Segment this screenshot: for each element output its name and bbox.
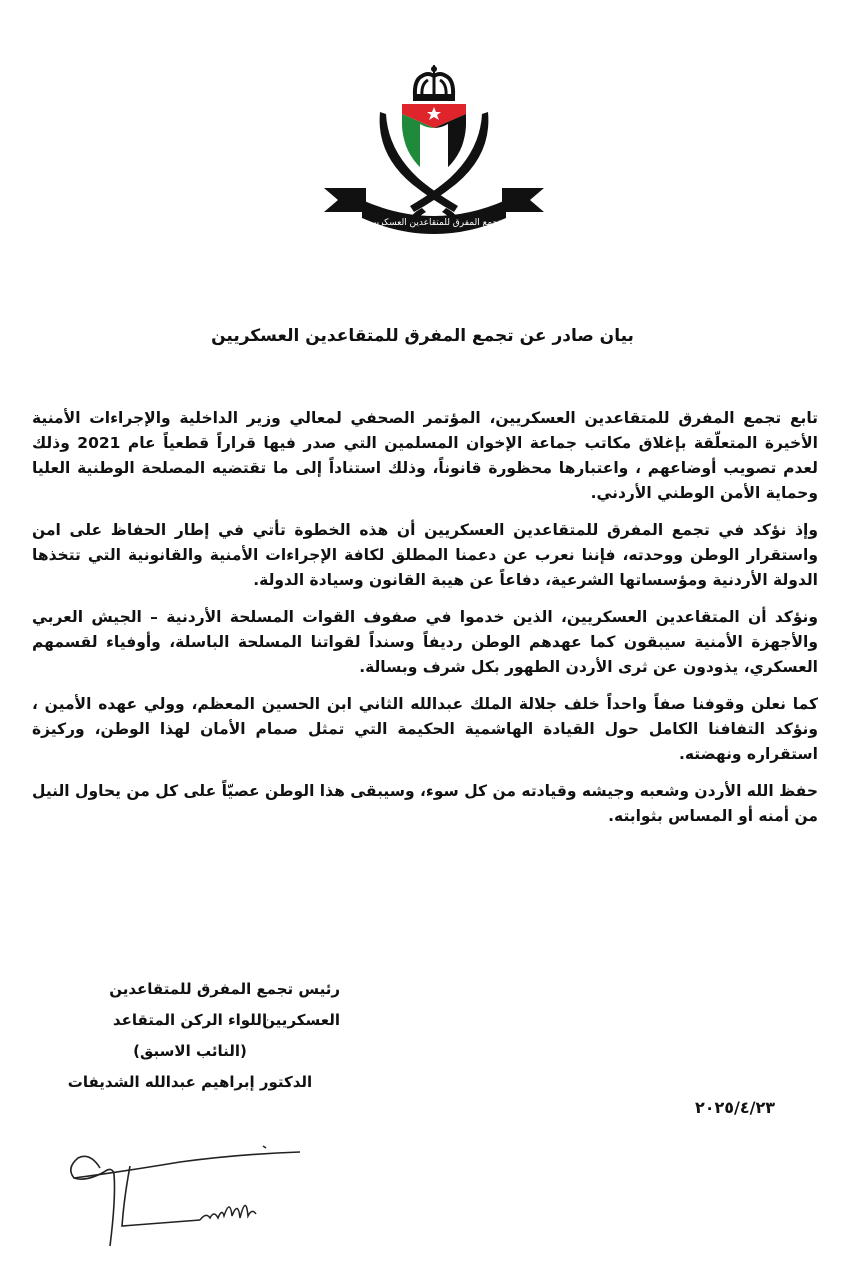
statement-body: [32, 406, 818, 841]
military-emblem-icon: [322, 62, 546, 240]
handwritten-signature-icon: [60, 1138, 320, 1248]
logo-caption: تجمع المفرق للمتقاعدين العسكريين: [367, 218, 501, 228]
signatory-name: الدكتور إبراهيم عبدالله الشديفات: [67, 1073, 313, 1091]
paragraph: ونؤكد أن المتقاعدين العسكريين، الذين خدموا في صفوف القوات المسلحة الأردنية – الجيش العربي والأجهزة الأمنية سيبقون كما عهدهم الوطن رديفاً وسنداً لقواتنا المسلحة الباسلة، وأوفياء لقسمهم العسكري، يذودون عن ثرى الأردن الطهور بكل شرف وبسالة.: [32, 608, 818, 676]
document-date: ٢٠٢٥/٤/٢٣: [694, 1098, 776, 1117]
signatory-former-title: (النائب الاسبق): [133, 1042, 247, 1060]
paragraph: وإذ نؤكد في تجمع المفرق للمتقاعدين العسكريين أن هذه الخطوة تأتي في إطار الحفاظ على امن واستقرار الوطن ووحدته، فإننا نعرب عن دعمنا المطلق لكافة الإجراءات الأمنية والقانونية التي تتخذها الدولة الأردنية ومؤسساتها الشرعية، دفاعاً عن هيبة القانون وسيادة الدولة.: [32, 521, 818, 589]
paragraph: كما نعلن وقوفنا صفاً واحداً خلف جلالة الملك عبدالله الثاني ابن الحسين المعظم، وولي عهده الأمين ، ونؤكد التفافنا الكامل حول القيادة الهاشمية الحكيمة التي تمثل صمام الأمان لهذا الوطن، وركيزة استقراره ونهضته.: [32, 695, 818, 763]
paragraph: حفظ الله الأردن وشعبه وجيشه وقيادته من كل سوء، وسيبقى هذا الوطن عصيّاً على كل من يحاول النيل من أمنه أو المساس بثوابته.: [32, 782, 818, 825]
flag-shield-icon: [402, 104, 466, 179]
crown-icon: [413, 65, 455, 101]
paragraph: تابع تجمع المفرق للمتقاعدين العسكريين، المؤتمر الصحفي لمعالي وزير الداخلية والإجراءات الأمنية الأخيرة المتعلّقة بإغلاق مكاتب جماعة الإخوان المسلمين التي صدر فيها قراراً قطعياً عام 2021 وذلك لعدم تصويب أوضاعهم ، واعتبارها محظورة قانوناً، وذلك استناداً إلى ما تقتضيه المصلحة الوطنية العليا وحماية الأمن الوطني الأردني.: [32, 409, 818, 502]
signatory-position: رئيس تجمع المفرق للمتقاعدين العسكريين: [109, 980, 340, 1029]
signatory-block: [40, 974, 340, 1098]
signatory-rank: اللواء الركن المتقاعد: [112, 1011, 268, 1029]
document-title: بيان صادر عن تجمع المفرق للمتقاعدين العسكريين: [211, 326, 634, 346]
